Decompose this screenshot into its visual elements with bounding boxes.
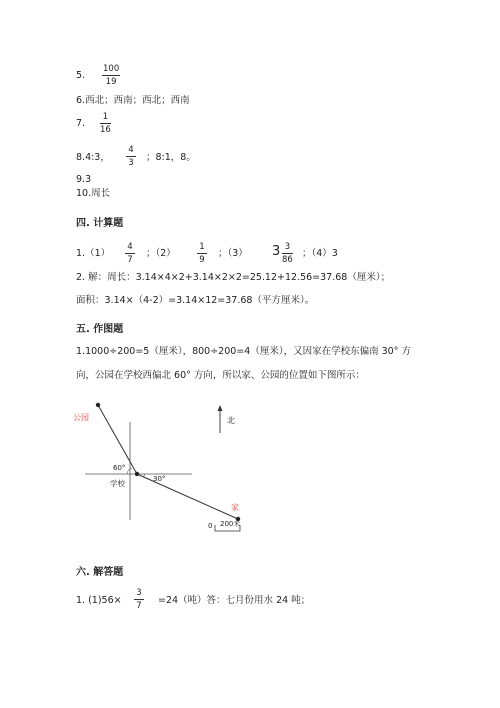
north-arrow-icon	[218, 405, 223, 411]
calc-q2-perimeter: 2. 解：周长：3.14×4×2+3.14×2×2=25.12+12.56=37.68（厘米）；	[76, 272, 391, 283]
fraction-answer-8	[126, 145, 136, 168]
calc-q1-part1: 1.（1）	[76, 248, 111, 259]
denominator: 86	[282, 255, 293, 265]
scale-zero-label: 0	[208, 522, 213, 530]
angle-60-arc	[127, 468, 132, 474]
angle-30-label: 30°	[153, 475, 166, 483]
numerator: 100	[103, 64, 120, 74]
park-label: 公园	[73, 413, 89, 422]
fraction-bar	[102, 75, 120, 76]
section-6-title: 六. 解答题	[76, 567, 124, 578]
numerator: 4	[128, 145, 134, 155]
denominator: 7	[127, 255, 133, 265]
drawing-q1-line2: 向，公园在学校西偏北 60° 方向，所以家、公园的位置如下图所示：	[76, 370, 365, 381]
fraction-answer-7	[100, 112, 111, 135]
answer-9: 9.3	[76, 174, 92, 185]
section-5-title: 五. 作图题	[76, 324, 124, 335]
calc-q1-part3: ；（3）	[218, 248, 248, 259]
denominator: 3	[128, 158, 134, 168]
numerator: 4	[127, 242, 133, 252]
denominator: 9	[199, 255, 205, 265]
location-diagram	[70, 395, 260, 545]
denominator: 7	[136, 601, 142, 611]
drawing-q1-line1: 1.1000÷200=5（厘米），800÷200=4（厘米），又因家在学校东偏南 30° 方	[76, 346, 411, 357]
numerator: 1	[199, 242, 205, 252]
answer-8-post: ；8:1，8。	[146, 152, 196, 163]
mixed-number-whole: 3	[272, 244, 281, 259]
answer-8-pre: 8.4:3，	[76, 152, 110, 163]
fraction-calc-3	[282, 242, 293, 265]
fraction-answer-5	[102, 64, 120, 87]
angle-30-arc	[143, 474, 145, 477]
fraction-calc-2	[197, 242, 207, 265]
solve-q1-pre: 1. (1)56×	[76, 595, 122, 606]
solve-q1-post: =24（吨）答：七月份用水 24 吨；	[158, 595, 311, 606]
fraction-bar	[126, 156, 136, 157]
school-label: 学校	[110, 479, 125, 488]
answer-5-label: 5.	[76, 70, 86, 81]
fraction-bar	[282, 253, 293, 254]
answer-7-label: 7.	[76, 118, 86, 129]
fraction-calc-1	[125, 242, 135, 265]
fraction-bar	[125, 253, 135, 254]
section-4-title: 四. 计算题	[76, 218, 124, 229]
fraction-bar	[100, 123, 111, 124]
numerator: 3	[136, 588, 142, 598]
numerator: 1	[102, 112, 109, 122]
home-label: 家	[231, 503, 239, 512]
park-point	[96, 403, 100, 407]
numerator: 3	[284, 242, 291, 252]
fraction-bar	[134, 599, 144, 600]
school-point	[135, 472, 139, 476]
denominator: 16	[100, 125, 111, 135]
fraction-bar	[197, 253, 207, 254]
north-label: 北	[227, 416, 235, 425]
calc-q1-part4: ；（4）3	[302, 248, 338, 259]
answer-10: 10.周长	[76, 188, 111, 199]
calc-q1-part2: ；（2）	[146, 248, 176, 259]
denominator: 19	[105, 77, 117, 87]
scale-200m-label: 200米	[220, 520, 241, 528]
answer-6: 6.西北；西南；西北；西南	[76, 95, 190, 106]
calc-q2-area: 面积：3.14×（4-2）=3.14×12=37.68（平方厘米）。	[76, 295, 315, 306]
angle-60-label: 60°	[113, 464, 126, 472]
fraction-solve-1	[134, 588, 144, 611]
